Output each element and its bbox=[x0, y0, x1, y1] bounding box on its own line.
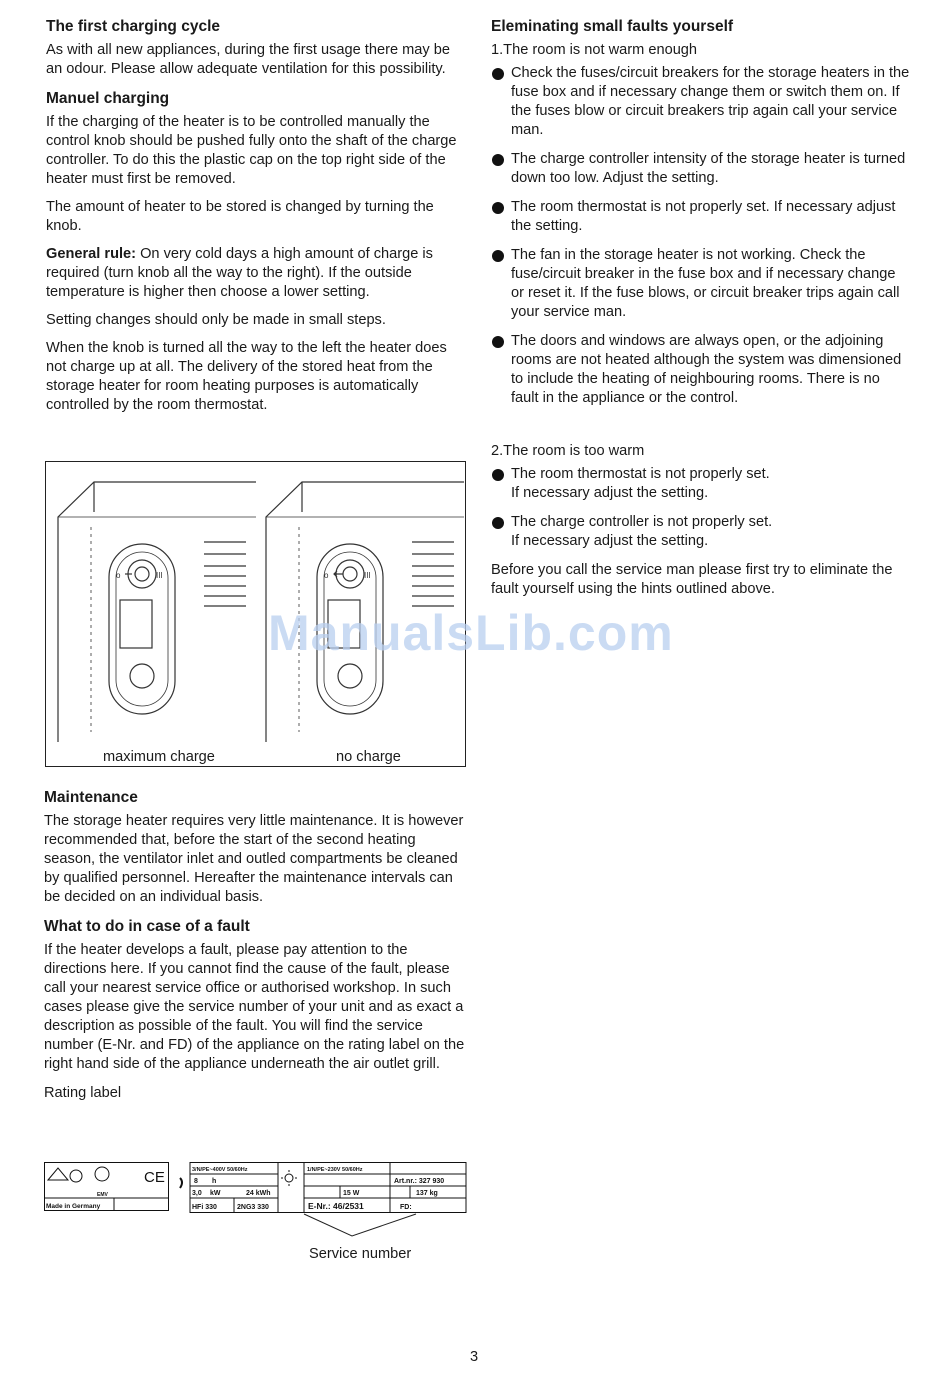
article-number: Art.nr.: 327 930 bbox=[394, 1178, 445, 1185]
manuel-charging-heading: Manuel charging bbox=[46, 90, 170, 107]
label-maximum-charge: maximum charge bbox=[103, 749, 215, 765]
general-rule-paragraph bbox=[46, 245, 470, 302]
left-column bbox=[46, 17, 470, 424]
weight: 137 kg bbox=[416, 1190, 438, 1197]
svg-text:III: III bbox=[364, 571, 371, 580]
svg-text:o: o bbox=[324, 571, 329, 580]
list-item bbox=[491, 513, 911, 551]
first-charging-text: As with all new appliances, during the first usage there may be an odour. Please allow adequate ventilation for this possibility. bbox=[46, 42, 450, 77]
general-rule-text: On very cold days a high amount of charge is required (turn knob all the way to the right). If the outside temperature is higher then choose a lower setting. bbox=[46, 246, 433, 300]
label-no-charge: no charge bbox=[336, 749, 401, 765]
list-item: The fan in the storage heater is not working. Check the fuse/circuit breaker in the fuse box and if necessary change or reset it. If the fuse blows, or circuit breaker trips again call your service man. bbox=[491, 246, 911, 322]
model-name: HFi 330 bbox=[192, 1204, 217, 1211]
service-number-caption: Service number bbox=[309, 1246, 412, 1262]
charge-hours: 8 bbox=[194, 1178, 198, 1185]
item-line: If necessary adjust the setting. bbox=[511, 485, 709, 501]
list-item bbox=[491, 465, 911, 503]
manuel-charging-p2: The amount of heater to be stored is changed by turning the knob. bbox=[46, 199, 434, 234]
supply-voltage-1: 3/N/PE~400V 50/60Hz bbox=[192, 1167, 248, 1173]
rating-label-graphic bbox=[44, 1162, 468, 1214]
closing-text: Before you call the service man please first try to eliminate the fault yourself using the hints outlined above. bbox=[491, 562, 893, 597]
list-item: The room thermostat is not properly set. If necessary adjust the setting. bbox=[491, 198, 911, 236]
emv-mark: EMV bbox=[97, 1192, 108, 1198]
general-rule-label: General rule: bbox=[46, 246, 137, 262]
manuel-charging-p4: Setting changes should only be made in small steps. bbox=[46, 312, 386, 328]
rating-label-caption: Rating label bbox=[44, 1085, 122, 1101]
supply-voltage-2: 1/N/PE~230V 50/60Hz bbox=[307, 1167, 363, 1173]
fan-power: 15 W bbox=[343, 1190, 360, 1197]
section2-title: 2.The room is too warm bbox=[491, 443, 645, 459]
watermark: ManualsLib.com bbox=[268, 605, 674, 661]
type-code: 2NG3 330 bbox=[237, 1204, 269, 1211]
item-line: The room thermostat is not properly set. bbox=[511, 466, 770, 482]
e-nr: E-Nr.: 46/2531 bbox=[308, 1201, 364, 1211]
fault-text: If the heater develops a fault, please pay attention to the directions here. If you cannot find the cause of the fault, please call your nearest service office or authorised workshop. In such cases please give the service number of your unit and as exact a description as possible of the fault. You will find the service number (E-Nr. and FD) of the appliance on the rating label on the right hand side of the appliance underneath the air outlet grill. bbox=[44, 942, 465, 1072]
power-rating: 3,0 bbox=[192, 1190, 202, 1197]
energy-rating: 24 kWh bbox=[246, 1190, 271, 1197]
section1-list bbox=[491, 64, 911, 408]
service-number-pointer bbox=[300, 1212, 420, 1240]
item-line: If necessary adjust the setting. bbox=[511, 533, 709, 549]
item-line: The charge controller is not properly set. bbox=[511, 514, 773, 530]
svg-text:III: III bbox=[156, 571, 163, 580]
made-in-germany: Made in Germany bbox=[46, 1203, 101, 1210]
manuel-charging-p1: If the charging of the heater is to be controlled manually the control knob should be pushed fully onto the shaft of the charge controller. To do this the plastic cap on the top right side of the heater must first be removed. bbox=[46, 114, 457, 187]
first-charging-heading: The first charging cycle bbox=[46, 18, 220, 35]
right-column bbox=[491, 17, 911, 608]
maintenance-text: The storage heater requires very little maintenance. It is however recommended that, before the start of the second heating season, the ventilator inlet and outled compartments be cleaned by qualified personnel. Hereafter the maintenance intervals can be decided on an individual basis. bbox=[44, 813, 464, 905]
maintenance-heading: Maintenance bbox=[44, 789, 138, 806]
section1-title: 1.The room is not warm enough bbox=[491, 42, 698, 58]
power-unit: kW bbox=[210, 1190, 221, 1197]
faults-heading: Eleminating small faults yourself bbox=[491, 18, 734, 35]
fault-heading: What to do in case of a fault bbox=[44, 918, 250, 935]
svg-text:o: o bbox=[116, 571, 121, 580]
left-column-lower bbox=[44, 788, 468, 1112]
page-number: 3 bbox=[470, 1349, 479, 1365]
section2-list bbox=[491, 465, 911, 551]
charge-hours-unit: h bbox=[212, 1178, 217, 1185]
fd-field: FD: bbox=[400, 1204, 412, 1211]
list-item: The doors and windows are always open, or the adjoining rooms are not heated although the system was dimensioned to include the heating of neighbouring rooms. There is no fault in the appliance or the control. bbox=[491, 332, 911, 408]
list-item: Check the fuses/circuit breakers for the storage heaters in the fuse box and if necessary change them or switch them on. If the fuses blow or circuit breakers trip again call your service man. bbox=[491, 64, 911, 140]
manuel-charging-p5: When the knob is turned all the way to the left the heater does not charge up at all. The delivery of the stored heat from the storage heater for room heating purposes is automatically controlled by the room thermostat. bbox=[46, 340, 447, 413]
rating-label bbox=[44, 1162, 468, 1214]
list-item: The charge controller intensity of the storage heater is turned down too low. Adjust the setting. bbox=[491, 150, 911, 188]
ce-mark: CE bbox=[144, 1169, 165, 1186]
